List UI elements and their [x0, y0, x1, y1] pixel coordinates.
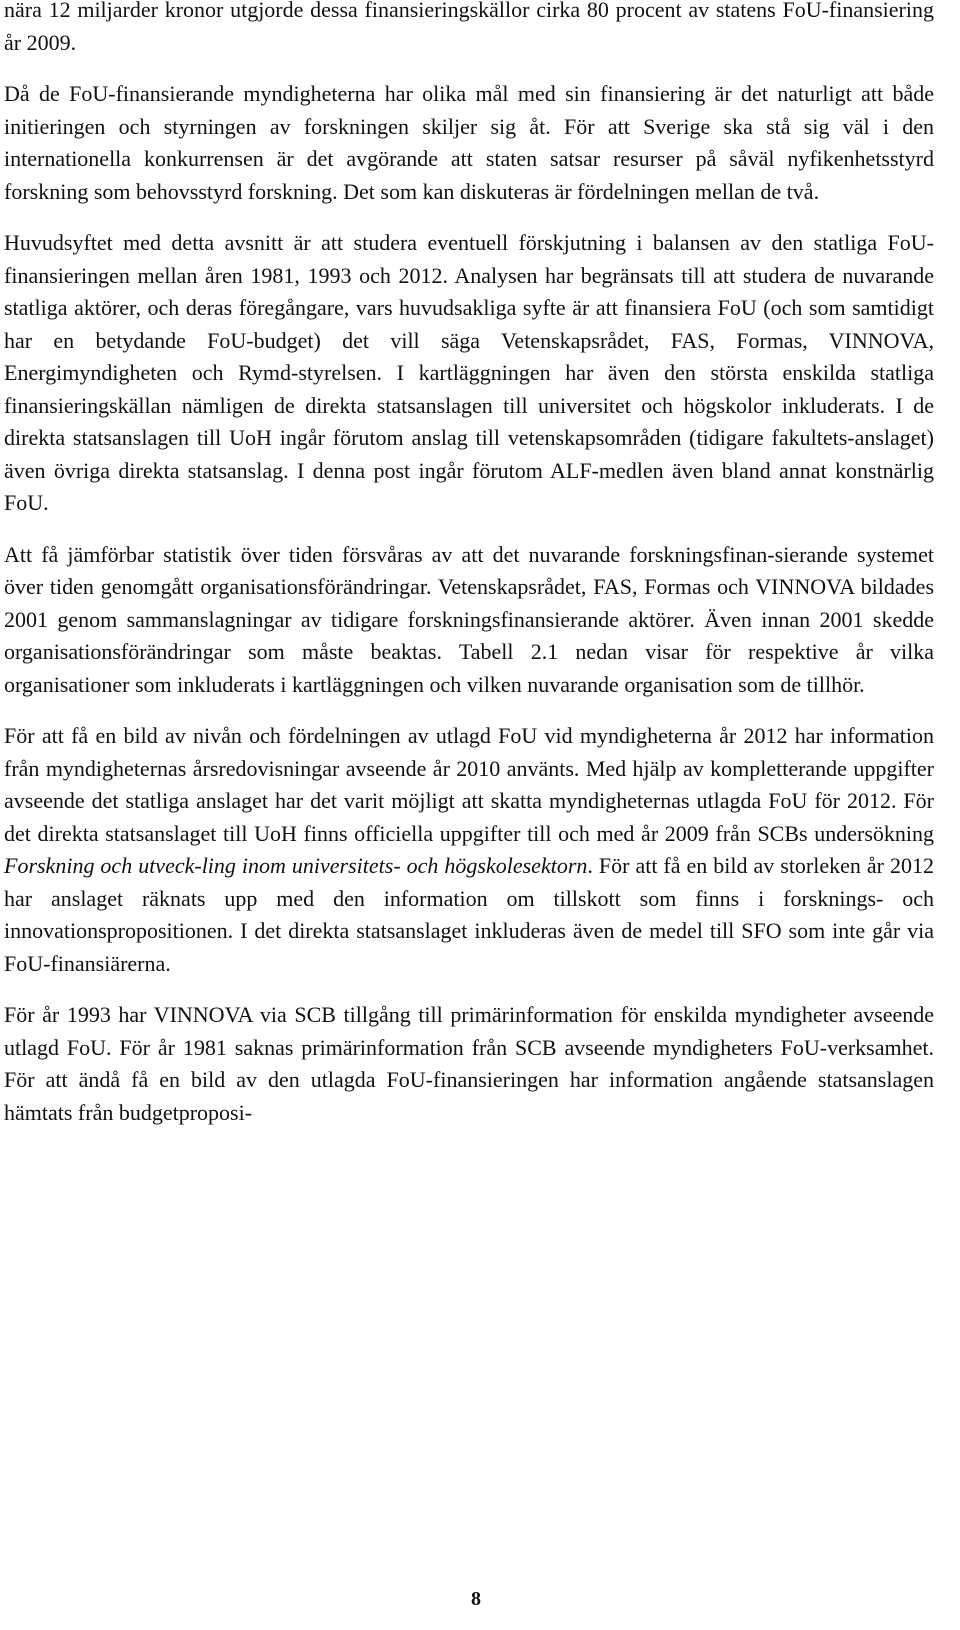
paragraph-5-text-after: . För att få en bild av storleken år 2012 har anslaget räknats upp med den information om tillskott som finns i forsknings- och innovationspropositionen. I det direkta statsanslaget inkluderas även de medel till SFO som inte går via FoU-finansiärerna. [4, 853, 934, 976]
paragraph-6: För år 1993 har VINNOVA via SCB tillgång till primärinformation för enskilda myndigheter avseende utlagd FoU. För år 1981 saknas primärinformation från SCB avseende myndigheters FoU-verksamhet. För att ändå få en bild av den utlagda FoU-finansieringen har information angående statsanslagen hämtats från budgetproposi- [4, 1002, 934, 1125]
paragraph-2: Då de FoU-finansierande myndigheterna har olika mål med sin finansiering är det naturligt att både initieringen och styrningen av forskningen skiljer sig åt. För att Sverige ska stå sig väl i den internationella konkurrensen är det avgörande att staten satsar resurser på såväl nyfikenhetsstyrd forskning som behovsstyrd forskning. Det som kan diskuteras är fördelningen mellan de två. [4, 81, 934, 204]
paragraph-5-text-before: För att få en bild av nivån och fördelningen av utlagd FoU vid myndigheterna år 2012 har information från myndigheternas årsredovisningar avseende år 2010 använts. Med hjälp av kompletterande uppgifter avseende det statliga anslaget har det varit möjligt att skatta myndigheternas utlagda FoU för 2012. För det direkta statsanslaget till UoH finns officiella uppgifter till och med år 2009 från SCBs undersökning [4, 723, 934, 846]
page-number: 8 [471, 1588, 481, 1610]
document-page [4, 0, 934, 1148]
paragraph-1: nära 12 miljarder kronor utgjorde dessa finansieringskällor cirka 80 procent av statens FoU-finansiering år 2009. [4, 0, 934, 55]
publication-title: Forskning och utveck-ling inom universitets- och högskolesektorn [4, 853, 588, 878]
paragraph-3: Huvudsyftet med detta avsnitt är att studera eventuell förskjutning i balansen av den statliga FoU-finansieringen mellan åren 1981, 1993 och 2012. Analysen har begränsats till att studera de nuvarande statliga aktörer, och deras föregångare, vars huvudsakliga syfte är att finansiera FoU (och som samtidigt har en betydande FoU-budget) det vill säga Vetenskapsrådet, FAS, Formas, VINNOVA, Energimyndigheten och Rymd-styrelsen. I kartläggningen har även den största enskilda statliga finansieringskällan nämligen de direkta statsanslagen till universitet och högskolor inkluderats. I de direkta statsanslagen till UoH ingår förutom anslag till vetenskapsområden (tidigare fakultets-anslaget) även övriga direkta statsanslag. I denna post ingår förutom ALF-medlen även bland annat konstnärlig FoU. [4, 230, 934, 515]
paragraph-5 [4, 720, 934, 980]
paragraph-4: Att få jämförbar statistik över tiden försvåras av att det nuvarande forskningsfinan-sierande systemet över tiden genomgått organisationsförändringar. Vetenskapsrådet, FAS, Formas och VINNOVA bildades 2001 genom sammanslagningar av tidigare forskningsfinansierande aktörer. Även innan 2001 skedde organisationsförändringar som måste beaktas. Tabell 2.1 nedan visar för respektive år vilka organisationer som inkluderats i kartläggningen och vilken nuvarande organisation som de tillhör. [4, 541, 934, 697]
